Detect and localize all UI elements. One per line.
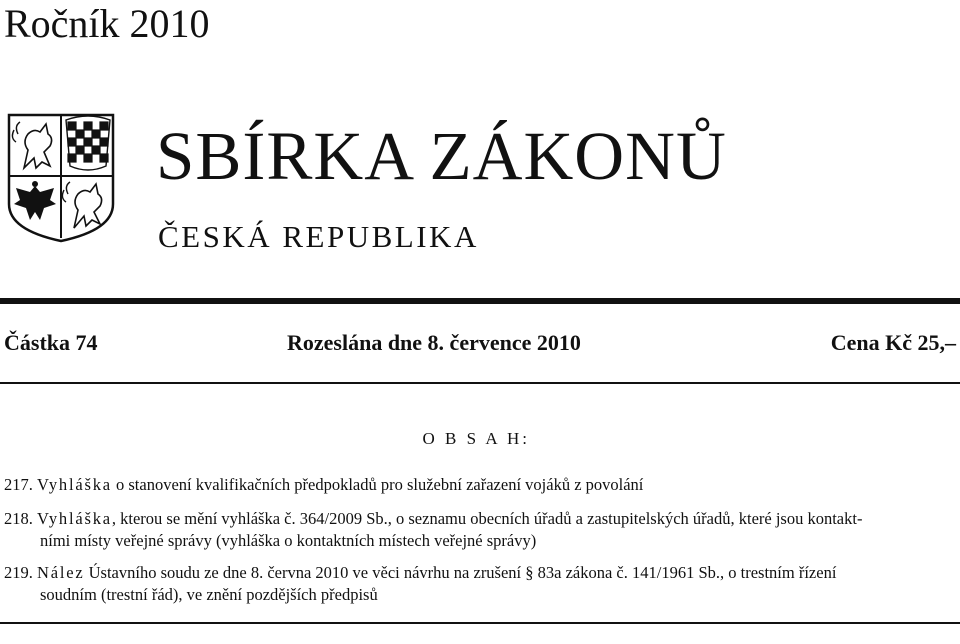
item-kind: Nález	[37, 563, 85, 582]
contents-item	[4, 474, 956, 496]
item-number: 218.	[4, 509, 33, 528]
item-continuation: soudním (trestní řád), ve znění pozdějších předpisů	[40, 585, 378, 604]
collection-title: SBÍRKA ZÁKONŮ	[156, 118, 727, 194]
item-text: , kterou se mění vyhláška č. 364/2009 Sb., o seznamu obecních úřadů a zastupitelských úřadů, které jsou kontakt-	[111, 509, 863, 528]
coat-of-arms-icon	[6, 112, 116, 244]
contents-item	[4, 508, 956, 552]
issue-number: Částka 74	[4, 330, 98, 355]
item-text: Ústavního soudu ze dne 8. června 2010 ve věci návrhu na zrušení § 83a zákona č. 141/1961 Sb., o trestním řízení	[84, 563, 837, 582]
country-subtitle: ČESKÁ REPUBLIKA	[158, 219, 479, 254]
sent-date: Rozeslána dne 8. července 2010	[287, 330, 581, 355]
item-number: 219.	[4, 563, 33, 582]
item-kind: Vyhláška	[37, 475, 112, 494]
issue-divider	[0, 382, 960, 384]
item-text: o stanovení kvalifikačních předpokladů pro služební zařazení vojáků z povolání	[111, 475, 644, 494]
contents-item	[4, 562, 956, 606]
item-continuation: ními místy veřejné správy (vyhláška o kontaktních místech veřejné správy)	[40, 531, 537, 550]
price: Cena Kč 25,–	[830, 330, 956, 355]
contents-heading: O B S A H:	[422, 429, 530, 448]
item-number: 217.	[4, 475, 33, 494]
item-kind: Vyhláška	[37, 509, 112, 528]
volume-year: Ročník 2010	[4, 1, 210, 46]
contents-divider	[0, 622, 960, 624]
header-divider	[0, 298, 960, 304]
